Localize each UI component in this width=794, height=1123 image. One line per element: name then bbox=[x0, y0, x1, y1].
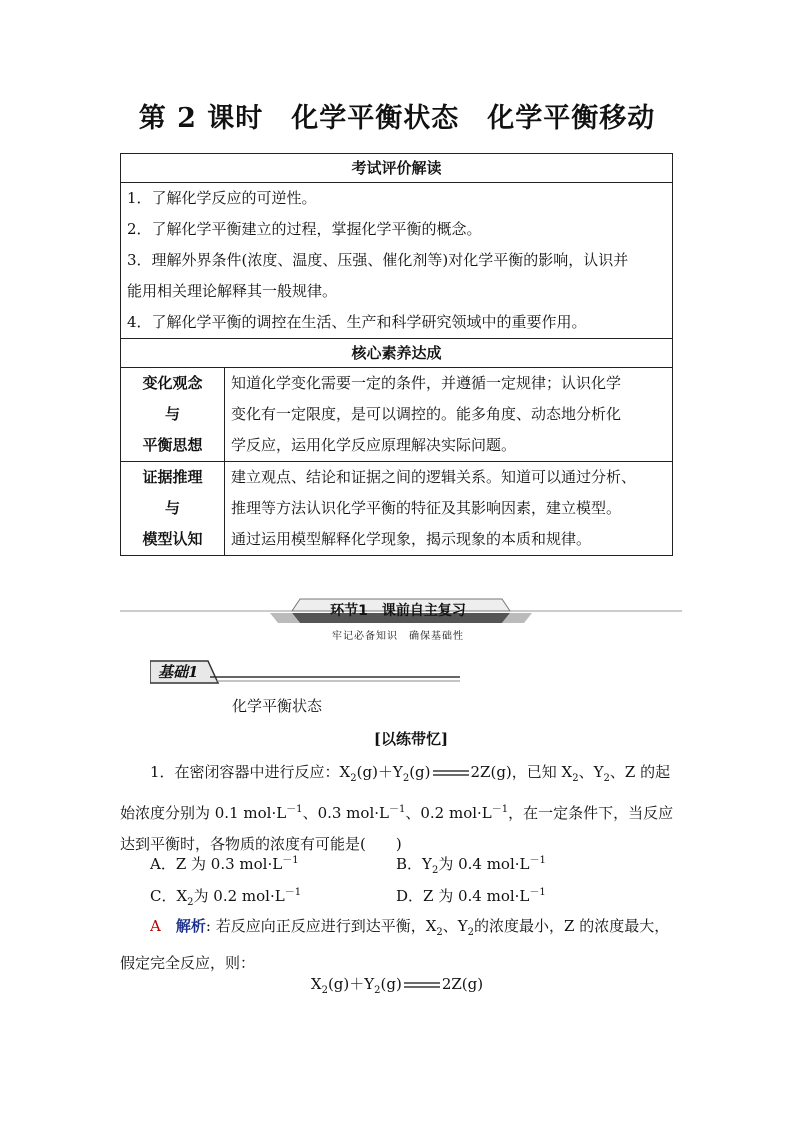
table-row bbox=[121, 462, 673, 556]
description-line: 建立观点、结论和证据之间的逻辑关系。知道可以通过分析、 bbox=[231, 468, 637, 486]
description-line: 学反应，运用化学反应原理解决实际问题。 bbox=[231, 436, 517, 454]
literacy-category bbox=[121, 368, 225, 462]
reversible-arrow-icon bbox=[402, 979, 442, 991]
answer-letter: A bbox=[150, 917, 161, 935]
description-line: 推理等方法认识化学平衡的特征及其影响因素，建立模型。 bbox=[231, 499, 622, 517]
reversible-arrow-icon bbox=[431, 767, 471, 779]
analysis-label: 解析 bbox=[175, 917, 206, 935]
description-line: 通过运用模型解释化学现象，揭示现象的本质和规律。 bbox=[231, 530, 592, 548]
exam-item: 3．理解外界条件(浓度、温度、压强、催化剂等)对化学平衡的影响，认识并 bbox=[127, 251, 629, 269]
topic-heading: 化学平衡状态 bbox=[232, 697, 323, 715]
category-line: 证据推理 bbox=[142, 468, 203, 486]
jichu-label: 基础1 bbox=[158, 663, 199, 681]
table-header-literacy: 核心素养达成 bbox=[121, 339, 673, 368]
category-line: 平衡思想 bbox=[142, 436, 203, 454]
description-line: 知道化学变化需要一定的条件，并遵循一定规律；认识化学 bbox=[231, 374, 622, 392]
page-title bbox=[0, 96, 794, 135]
section-subtitle: 牢记必备知识 确保基础性 bbox=[332, 631, 464, 642]
jichu-tag bbox=[150, 659, 460, 685]
option-a: A．Z 为 0.3 $mol\cdot L^{-1}$ bbox=[150, 855, 299, 873]
section-title: 环节1 课前自主复习 bbox=[330, 603, 466, 619]
lesson-number: 第 2 课时 bbox=[138, 103, 264, 134]
option-b: B．$Y_2$为 0.4 $mol\cdot L^{-1}$ bbox=[396, 855, 546, 876]
category-line: 模型认知 bbox=[142, 530, 203, 548]
table-row bbox=[121, 368, 673, 462]
literacy-description bbox=[225, 368, 673, 462]
exam-item: 能用相关理论解释其一般规律。 bbox=[127, 282, 338, 300]
category-line: 与 bbox=[164, 405, 180, 423]
question-1: 1．在密闭容器中进行反应：$X_2(g)+Y_2(g)$ 2Z(g)，已知 $X_2$、$Y_2$、Z 的起始浓度分别为 0.1 $mol\cdot L^{-1}$、0.3 $mol\cdot L^{-1}$、0.2 $mol\cdot L^{-1}$，在一定条件下，当反应达到平衡时，各物质的浓度有可能是( ) bbox=[120, 763, 674, 853]
reaction-equation: $X_2(g)+Y_2(g)$ 2Z(g) bbox=[310, 975, 484, 996]
exam-item: 2．了解化学平衡建立的过程，掌握化学平衡的概念。 bbox=[127, 220, 482, 238]
evaluation-table bbox=[120, 153, 673, 556]
exam-items bbox=[121, 183, 673, 339]
exam-item: 4．了解化学平衡的调控在生活、生产和科学研究领域中的重要作用。 bbox=[127, 313, 587, 331]
title-topic-2: 化学平衡移动 bbox=[487, 103, 656, 134]
option-d: D．Z 为 0.4 $mol\cdot L^{-1}$ bbox=[396, 887, 546, 905]
title-topic-1: 化学平衡状态 bbox=[291, 103, 460, 134]
category-line: 与 bbox=[164, 499, 180, 517]
category-line: 变化观念 bbox=[142, 374, 203, 392]
exam-item: 1．了解化学反应的可逆性。 bbox=[127, 189, 317, 207]
literacy-category bbox=[121, 462, 225, 556]
literacy-description bbox=[225, 462, 673, 556]
practice-label: [以练带忆] bbox=[373, 730, 449, 748]
option-c: C．$X_2$为 0.2 $mol\cdot L^{-1}$ bbox=[150, 887, 302, 908]
description-line: 变化有一定限度，是可以调控的。能多角度、动态地分析化 bbox=[231, 405, 622, 423]
answer-analysis: A 解析: 若反应向正反应进行到达平衡，$X_2$、$Y_2$的浓度最小，Z 的浓度最大，假定完全反应，则： bbox=[120, 917, 670, 972]
table-header-exam: 考试评价解读 bbox=[121, 154, 673, 183]
